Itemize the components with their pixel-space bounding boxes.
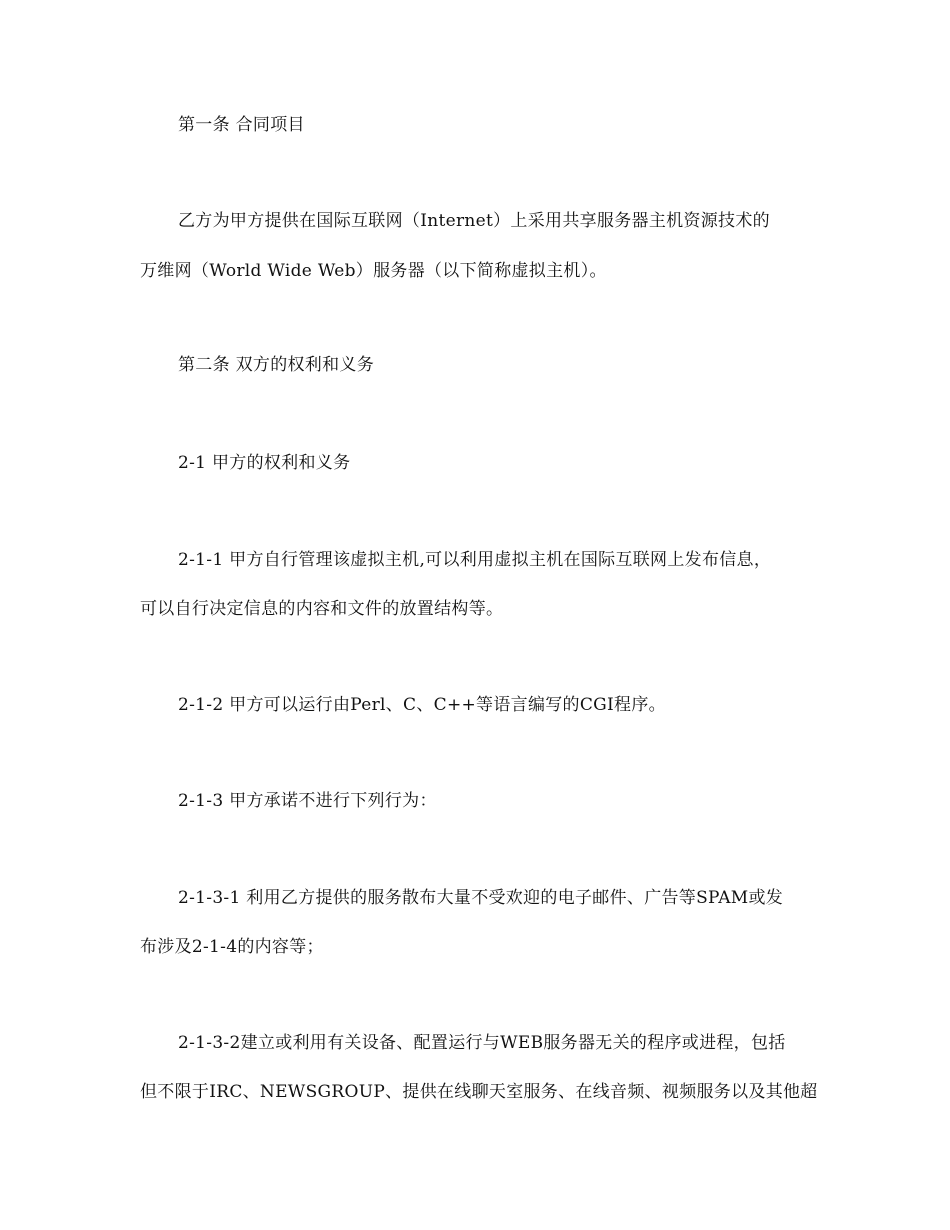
- article-1-heading: 第一条 合同项目: [178, 115, 305, 135]
- section-2-1-heading: 2-1 甲方的权利和义务: [178, 453, 351, 473]
- article-1-paragraph-line-2: 万维网（World Wide Web）服务器（以下简称虚拟主机）。: [140, 261, 607, 281]
- clause-2-1-3: 2-1-3 甲方承诺不进行下列行为：: [178, 791, 437, 811]
- clause-2-1-3-1-line-1: 2-1-3-1 利用乙方提供的服务散布大量不受欢迎的电子邮件、广告等SPAM或发: [178, 888, 784, 908]
- article-1-paragraph-line-1: 乙方为甲方提供在国际互联网（Internet）上采用共享服务器主机资源技术的: [178, 211, 770, 231]
- clause-2-1-3-2-line-2: 但不限于IRC、NEWSGROUP、提供在线聊天室服务、在线音频、视频服务以及其他超: [140, 1082, 818, 1102]
- clause-2-1-3-1-line-2: 布涉及2-1-4的内容等；: [140, 937, 324, 957]
- clause-2-1-3-2-line-1: 2-1-3-2建立或利用有关设备、配置运行与WEB服务器无关的程序或进程，包括: [178, 1033, 786, 1053]
- clause-2-1-2: 2-1-2 甲方可以运行由Perl、C、C++等语言编写的CGI程序。: [178, 695, 666, 715]
- clause-2-1-1-line-2: 可以自行决定信息的内容和文件的放置结构等。: [140, 599, 504, 619]
- clause-2-1-1-line-1: 2-1-1 甲方自行管理该虚拟主机,可以利用虚拟主机在国际互联网上发布信息，: [178, 550, 772, 570]
- article-2-heading: 第二条 双方的权利和义务: [178, 355, 375, 375]
